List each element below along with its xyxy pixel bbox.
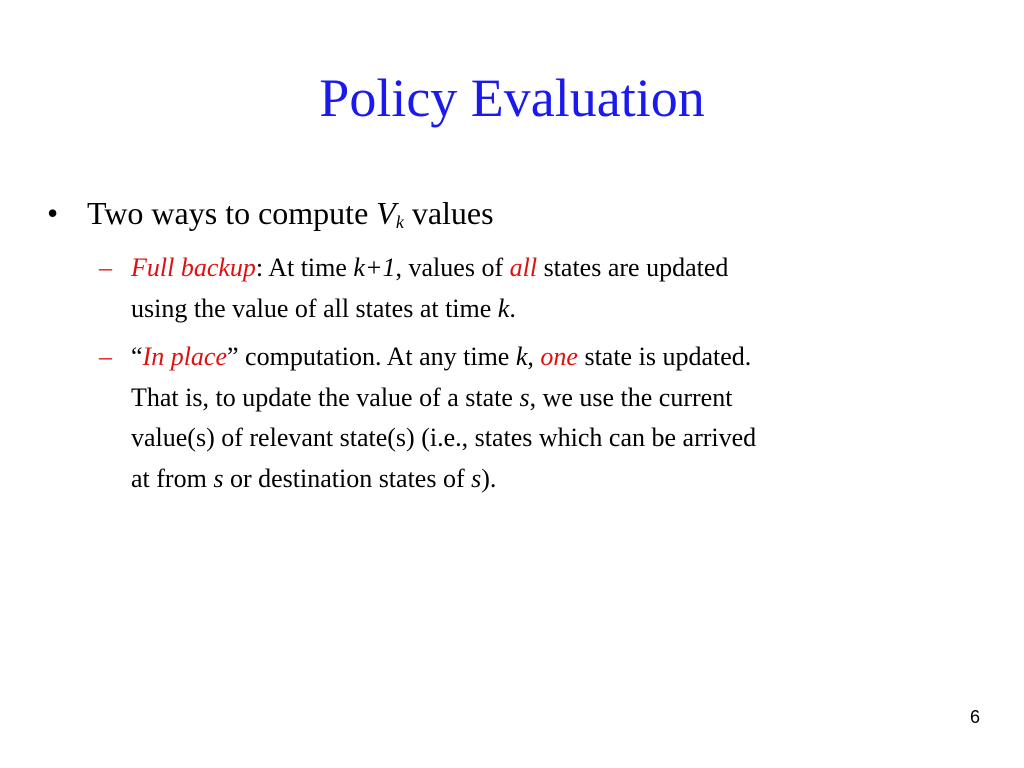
text-span: , we use the current xyxy=(529,382,733,412)
bullet-marker: • xyxy=(47,195,59,231)
text-span: “ xyxy=(131,342,143,371)
value-subscript: k xyxy=(395,212,404,232)
bullet-item xyxy=(47,193,494,233)
text-span: : At time xyxy=(255,253,354,282)
text-span: at from xyxy=(131,463,214,493)
slide-title: Policy Evaluation xyxy=(319,68,705,128)
text-span: . xyxy=(509,293,516,323)
sub-item-line xyxy=(99,418,999,459)
text-span: state is updated. xyxy=(577,342,752,371)
text-span: , values of xyxy=(395,253,510,282)
term-full-backup: Full backup xyxy=(131,253,256,282)
math-s: s xyxy=(519,382,530,412)
value-symbol: V xyxy=(376,195,396,231)
math-k: k xyxy=(497,293,510,323)
sub-item-line xyxy=(99,248,999,289)
term-in-place: In place xyxy=(142,342,228,371)
sub-item-full-backup xyxy=(99,248,999,329)
text-span: ). xyxy=(481,463,497,493)
term-all: all xyxy=(509,253,538,282)
text-span: That is, to update the value of a state xyxy=(131,382,520,412)
sub-item-in-place xyxy=(99,337,999,499)
bullet-text-after: values xyxy=(403,195,494,231)
text-span: ” computation. At any time xyxy=(227,342,516,371)
sub-item-marker: – xyxy=(99,253,112,282)
math-k-plus-1: k+1 xyxy=(353,253,396,282)
text-span: states are updated xyxy=(537,253,729,282)
page-number: 6 xyxy=(969,707,980,727)
sub-item-line xyxy=(99,459,999,500)
term-one: one xyxy=(540,342,578,371)
sub-item-line xyxy=(99,337,999,378)
sub-item-marker: – xyxy=(99,342,112,371)
math-s: s xyxy=(213,463,224,493)
math-k: k xyxy=(515,342,528,371)
text-span: , xyxy=(527,342,541,371)
sub-item-line xyxy=(99,378,999,419)
sub-item-line xyxy=(99,289,999,330)
text-span: or destination states of xyxy=(223,463,472,493)
text-span: using the value of all states at time xyxy=(131,293,498,323)
bullet-text-before: Two ways to compute xyxy=(87,195,377,231)
math-s: s xyxy=(471,463,482,493)
text-span: value(s) of relevant state(s) (i.e., states which can be arrived xyxy=(131,423,757,452)
